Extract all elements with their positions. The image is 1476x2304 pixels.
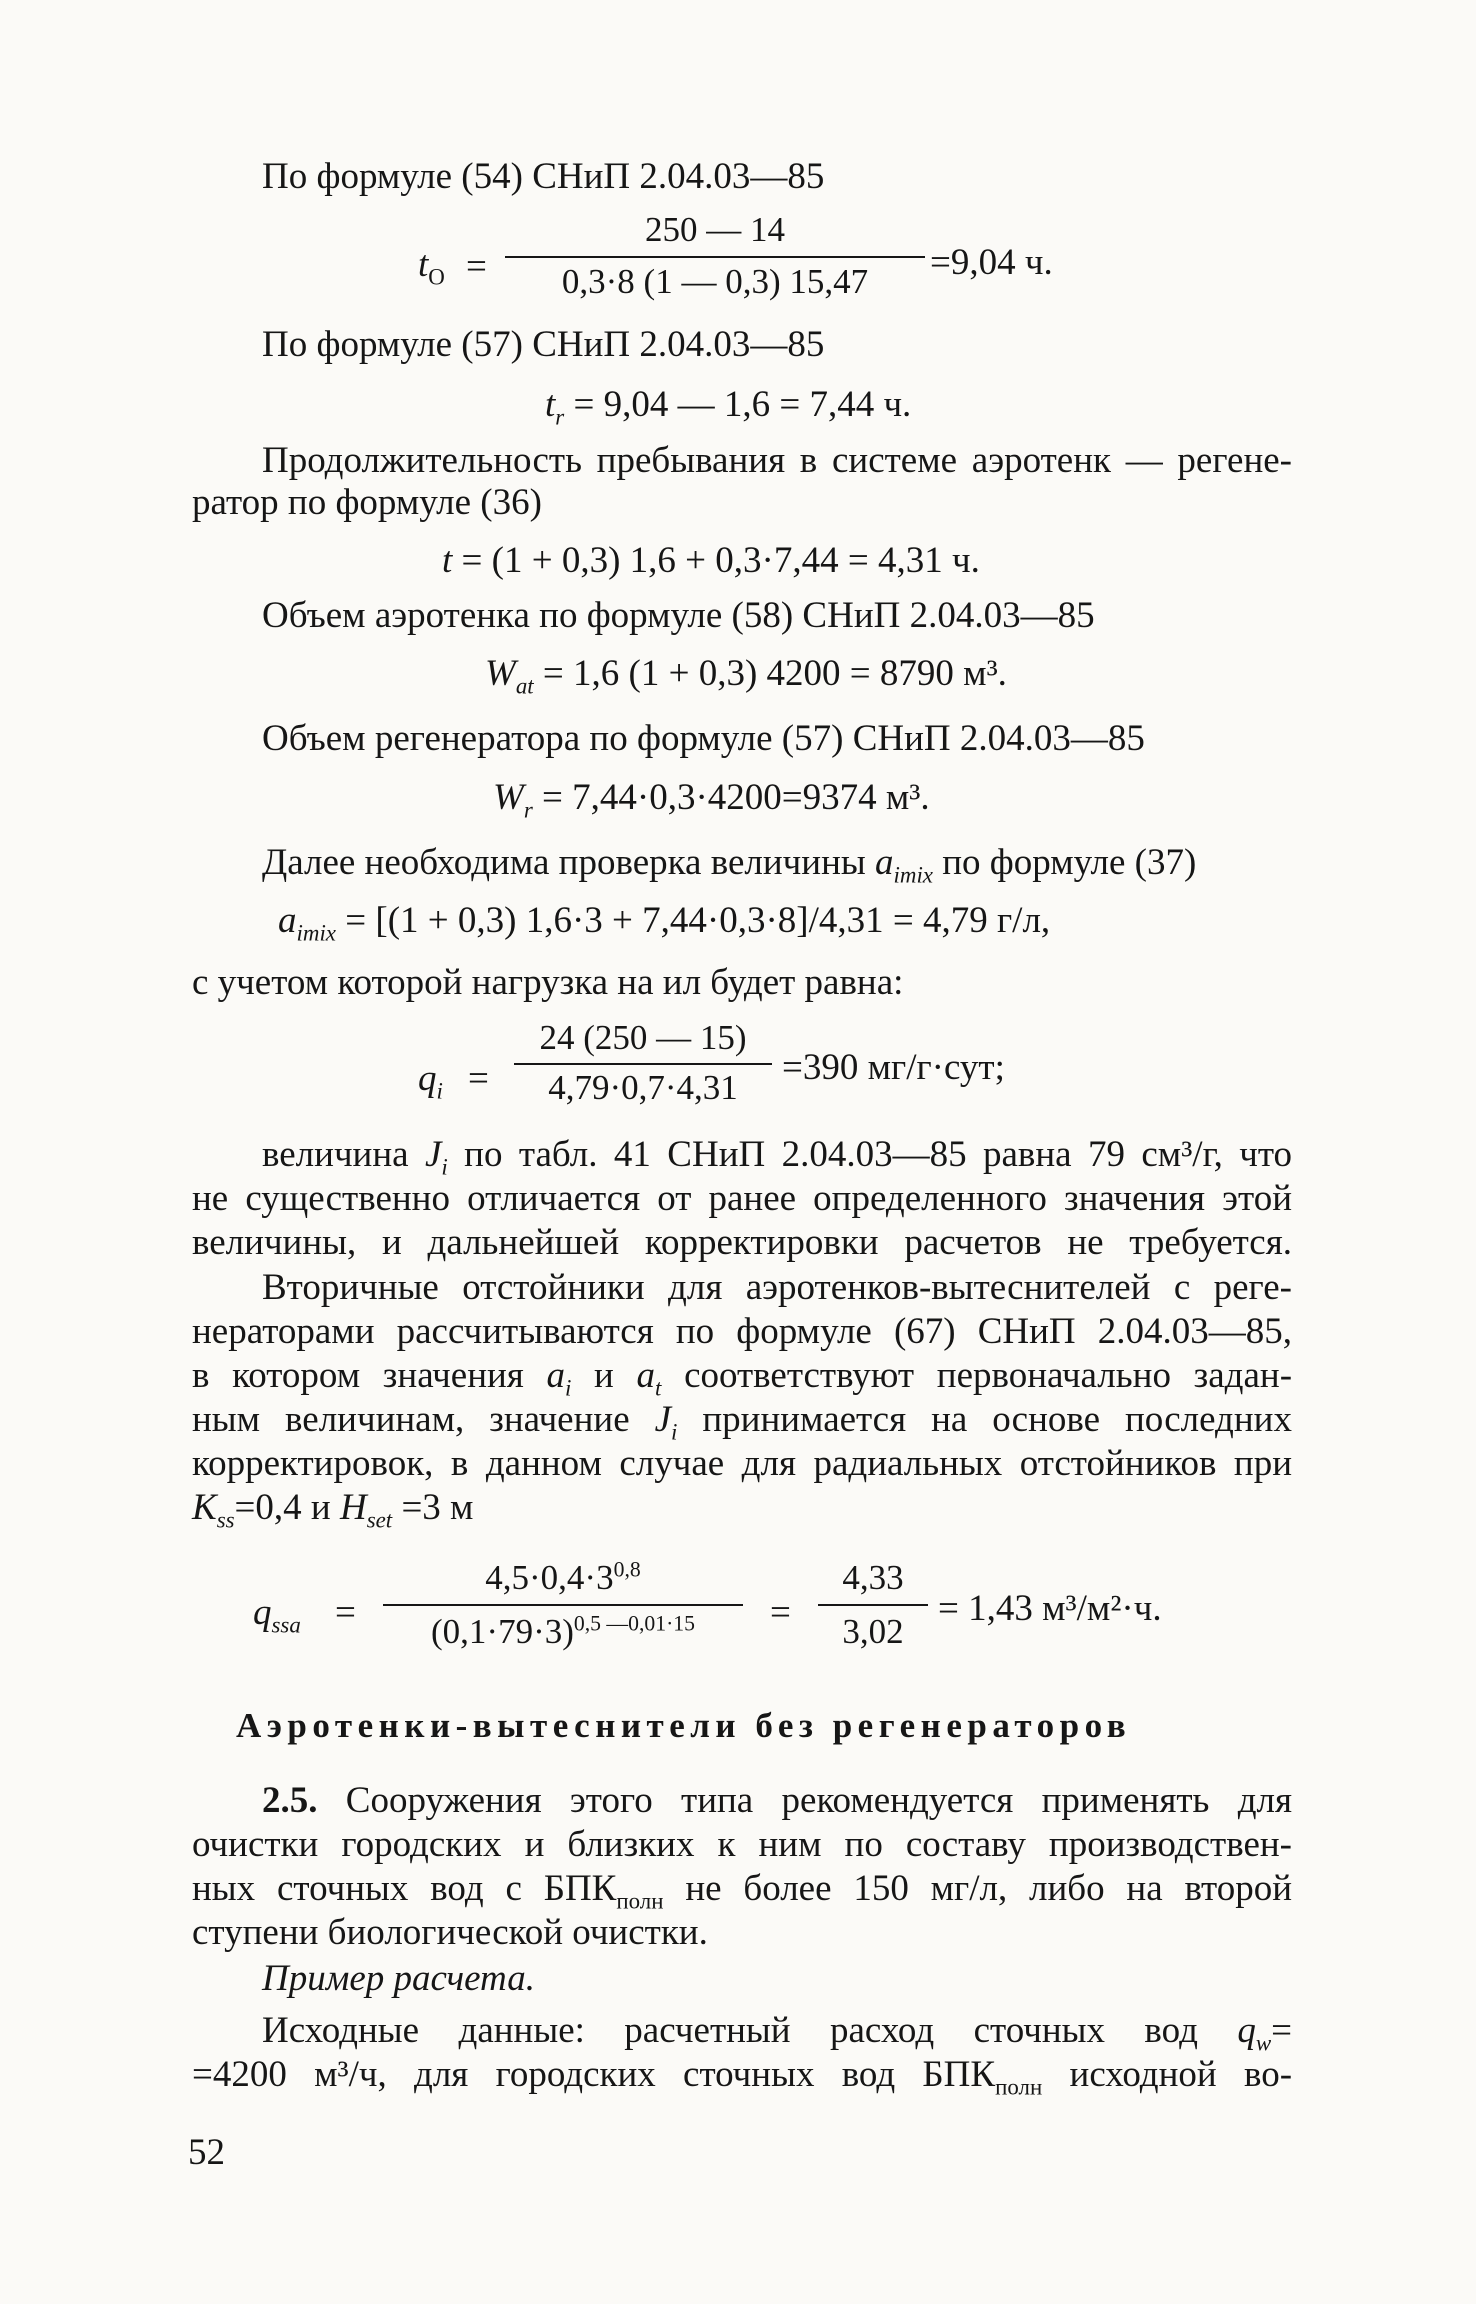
- text-line: =4200 м³/ч, для городских сточных вод $БПК_{полн}$ исходной во-: [192, 2054, 1293, 2100]
- formula-equals: =: [466, 246, 487, 287]
- text-line: очистки городских и близких к ним по составу производствен-: [192, 1824, 1292, 1865]
- formula-denominator: 0,3·8 (1 — 0,3) 15,47: [561, 262, 869, 301]
- text-line: 2.5. Сооружения этого типа рекомендуется применять для: [262, 1780, 1292, 1821]
- formula-result: =9,04 ч.: [930, 242, 1053, 283]
- formula-numerator: 4,33: [842, 1558, 904, 1597]
- formula-numerator: $4,5\cdot 0,4\cdot 3^{0,8}$: [485, 1557, 641, 1597]
- formula-denominator: $(0,1\cdot 79\cdot 3)^{0,5 —0,01\cdot 15}$: [431, 1611, 695, 1651]
- text-line: нераторами рассчитываются по формуле (67) СНиП 2.04.03—85,: [192, 1311, 1292, 1352]
- text-line: $K_{ss}=0,4$ и $H_{set} =3$ м: [192, 1487, 474, 1533]
- formula-equals: =: [468, 1058, 489, 1099]
- formula-lhs: $q_i$: [418, 1058, 443, 1104]
- formula: $t_r = 9,04$ — 1,6 = 7,44 ч.: [545, 384, 912, 430]
- text-line: ным величинам, значение $J_i$ принимается на основе последних: [192, 1399, 1292, 1445]
- formula-denominator: 4,79·0,7·4,31: [548, 1068, 738, 1107]
- formula-lhs: $t_O$: [418, 244, 445, 290]
- fraction-bar: [383, 1604, 743, 1606]
- fraction-bar: [514, 1063, 772, 1065]
- formula: $a_{imix} = [(1 + 0,3) 1,6\cdot 3 + 7,44\cdot 0,3\cdot 8]/4,31 = 4,79$ г/л,: [278, 900, 1051, 946]
- formula-equals: =: [335, 1592, 356, 1633]
- text-line: величины, и дальнейшей корректировки расчетов не требуется.: [192, 1222, 1292, 1263]
- text-line: Объем аэротенка по формуле (58) СНиП 2.04.03—85: [262, 595, 1095, 636]
- formula-lhs: $q_{ssa}$: [253, 1592, 301, 1638]
- formula-numerator: 250 — 14: [645, 210, 785, 249]
- text-line: в котором значения $a_i$ и $a_t$ соответствуют первоначально задан-: [192, 1355, 1293, 1401]
- formula-numerator: 24 (250 — 15): [539, 1018, 747, 1057]
- section-heading: Аэротенки-вытеснители без регенераторов: [236, 1706, 1132, 1745]
- text-line: Вторичные отстойники для аэротенков-вытеснителей с реге-: [262, 1267, 1292, 1308]
- text-line: По формуле (54) СНиП 2.04.03—85: [262, 156, 825, 197]
- text-line: величина $J_i$ по табл. 41 СНиП 2.04.03—85 равна 79 см³/г, что: [262, 1134, 1293, 1180]
- page-number: 52: [188, 2132, 225, 2173]
- text-line: ных сточных вод с $БПК_{полн}$ не более 150 мг/л, либо на второй: [192, 1868, 1292, 1914]
- formula-result: = 1,43 м³/м²·ч.: [938, 1588, 1162, 1629]
- example-heading: Пример расчета.: [262, 1958, 535, 1999]
- text-line: По формуле (57) СНиП 2.04.03—85: [262, 324, 825, 365]
- formula-equals: =: [770, 1592, 791, 1633]
- text-line: корректировок, в данном случае для радиальных отстойников при: [192, 1443, 1292, 1484]
- formula-denominator: 3,02: [842, 1612, 904, 1651]
- text-line: Исходные данные: расчетный расход сточных вод $q_w=$: [262, 2010, 1292, 2056]
- formula: $W_{at} = 1,6$ (1 + 0,3) 4200 = 8790 м³.: [485, 653, 1007, 699]
- text-line: Объем регенератора по формуле (57) СНиП 2.04.03—85: [262, 718, 1145, 759]
- text-line: не существенно отличается от ранее определенного значения этой: [192, 1178, 1292, 1219]
- formula: t = (1 + 0,3) 1,6 + 0,3·7,44 = 4,31 ч.: [442, 540, 980, 581]
- text-line: ратор по формуле (36): [192, 482, 542, 523]
- text-line: Далее необходима проверка величины $a_{imix}$ по формуле (37): [262, 842, 1197, 888]
- formula-result: =390 мг/г·сут;: [782, 1047, 1005, 1088]
- formula: $W_r = 7,44\cdot 0,3\cdot 4200=9374$ м³.: [493, 777, 930, 823]
- fraction-bar: [818, 1604, 928, 1606]
- text-line: ступени биологической очистки.: [192, 1912, 708, 1953]
- text-line: Продолжительность пребывания в системе аэротенк — регене-: [262, 440, 1292, 481]
- fraction-bar: [505, 256, 925, 258]
- text-line: с учетом которой нагрузка на ил будет равна:: [192, 962, 904, 1003]
